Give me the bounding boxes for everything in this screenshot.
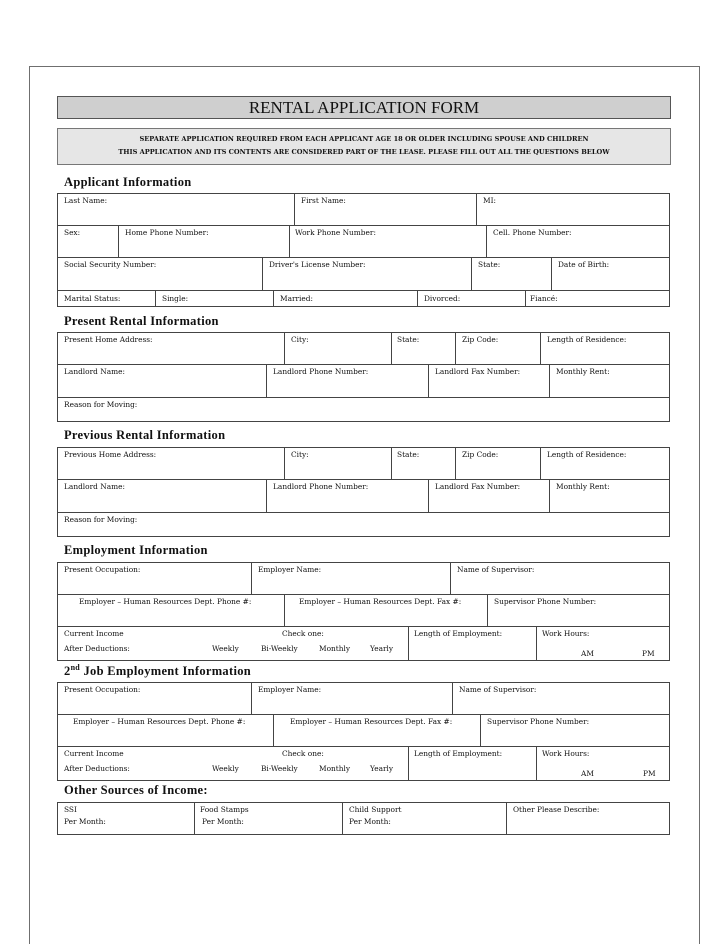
section-heading-other-income: Other Sources of Income: xyxy=(64,783,208,797)
second-occupation-field[interactable]: Present Occupation: xyxy=(64,685,141,694)
present-state-field[interactable]: State: xyxy=(391,333,456,364)
employment-row-hr xyxy=(58,594,669,626)
present-landlord-phone-field[interactable]: Landlord Phone Number: xyxy=(266,365,429,397)
first-name-field[interactable]: First Name: xyxy=(294,194,476,225)
other-income-field[interactable]: Other Please Describe: xyxy=(506,803,670,834)
other-income-row xyxy=(58,803,669,834)
second-biweekly-option[interactable]: Bi-Weekly xyxy=(261,764,298,773)
sex-field[interactable]: Sex: xyxy=(64,228,81,237)
second-job-table xyxy=(57,682,670,781)
present-city-field[interactable]: City: xyxy=(284,333,392,364)
previous-length-field[interactable]: Length of Residence: xyxy=(540,448,670,479)
dob-field[interactable]: Date of Birth: xyxy=(551,258,670,290)
previous-row-address xyxy=(58,448,669,479)
work-hours-field[interactable]: Work Hours: AM PM xyxy=(536,627,670,660)
occupation-field[interactable]: Present Occupation: xyxy=(64,565,141,574)
present-reason-field[interactable]: Reason for Moving: xyxy=(64,400,138,409)
employment-row-occupation xyxy=(58,563,669,594)
previous-city-field[interactable]: City: xyxy=(284,448,392,479)
section-heading-second-job: 2nd Job Employment Information xyxy=(64,663,252,679)
previous-state-field[interactable]: State: xyxy=(391,448,456,479)
present-row-address xyxy=(58,333,669,364)
second-employer-name-field[interactable]: Employer Name: xyxy=(251,683,453,714)
present-zip-field[interactable]: Zip Code: xyxy=(455,333,541,364)
employer-name-field[interactable]: Employer Name: xyxy=(251,563,451,594)
fiance-option[interactable]: Fiancé: xyxy=(525,291,670,306)
second-hr-fax-field[interactable]: Employer – Human Resources Dept. Fax #: xyxy=(273,715,481,746)
previous-row-landlord xyxy=(58,479,669,512)
monthly-option[interactable]: Monthly xyxy=(319,644,351,653)
notice-line-1: SEPARATE APPLICATION REQUIRED FROM EACH APPLICANT AGE 18 OR OLDER INCLUDING SPOUSE AND CHILDREN xyxy=(139,135,589,143)
present-landlord-fax-field[interactable]: Landlord Fax Number: xyxy=(428,365,550,397)
work-phone-field[interactable]: Work Phone Number: xyxy=(289,226,487,257)
present-rental-table xyxy=(57,332,670,422)
supervisor-name-field[interactable]: Name of Supervisor: xyxy=(450,563,670,594)
hr-fax-field[interactable]: Employer – Human Resources Dept. Fax #: xyxy=(284,595,488,626)
second-employment-length-field[interactable]: Length of Employment: xyxy=(408,747,537,780)
present-landlord-name-field[interactable]: Landlord Name: xyxy=(64,367,125,376)
previous-rent-field[interactable]: Monthly Rent: xyxy=(549,480,670,512)
section-heading-employment: Employment Information xyxy=(64,543,208,557)
second-pm-label: PM xyxy=(643,769,656,778)
divorced-option[interactable]: Divorced: xyxy=(417,291,526,306)
present-row-landlord xyxy=(58,364,669,397)
applicant-table xyxy=(57,193,670,307)
second-job-row-hr xyxy=(58,714,669,746)
check-one-label: Check one: xyxy=(282,629,324,638)
second-supervisor-phone-field[interactable]: Supervisor Phone Number: xyxy=(480,715,670,746)
previous-rental-table xyxy=(57,447,670,537)
child-support-field[interactable]: Child Support Per Month: xyxy=(342,803,507,834)
section-heading-present-rental: Present Rental Information xyxy=(64,314,219,328)
pm-label: PM xyxy=(642,649,655,658)
notice-box xyxy=(57,128,671,165)
state-field[interactable]: State: xyxy=(471,258,552,290)
present-length-field[interactable]: Length of Residence: xyxy=(540,333,670,364)
biweekly-option[interactable]: Bi-Weekly xyxy=(261,644,298,653)
am-label: AM xyxy=(581,649,594,658)
second-weekly-option[interactable]: Weekly xyxy=(212,764,239,773)
previous-address-field[interactable]: Previous Home Address: xyxy=(64,450,157,459)
second-work-hours-field[interactable]: Work Hours: AM PM xyxy=(536,747,670,780)
weekly-option[interactable]: Weekly xyxy=(212,644,239,653)
single-option[interactable]: Single: xyxy=(155,291,274,306)
present-row-reason xyxy=(58,397,669,421)
employment-row-income xyxy=(58,626,669,660)
second-supervisor-name-field[interactable]: Name of Supervisor: xyxy=(452,683,670,714)
drivers-license-field[interactable]: Driver's License Number: xyxy=(262,258,472,290)
other-income-table xyxy=(57,802,670,835)
present-rent-field[interactable]: Monthly Rent: xyxy=(549,365,670,397)
mi-field[interactable]: MI: xyxy=(476,194,670,225)
second-monthly-option[interactable]: Monthly xyxy=(319,764,351,773)
cell-phone-field[interactable]: Cell. Phone Number: xyxy=(486,226,670,257)
previous-row-reason xyxy=(58,512,669,536)
yearly-option[interactable]: Yearly xyxy=(370,644,394,653)
applicant-row-ids xyxy=(58,257,669,290)
home-phone-field[interactable]: Home Phone Number: xyxy=(118,226,290,257)
previous-landlord-fax-field[interactable]: Landlord Fax Number: xyxy=(428,480,550,512)
applicant-row-marital xyxy=(58,290,669,306)
previous-zip-field[interactable]: Zip Code: xyxy=(455,448,541,479)
section-heading-applicant: Applicant Information xyxy=(64,175,192,189)
second-job-row-income xyxy=(58,746,669,780)
applicant-row-phones xyxy=(58,225,669,257)
employment-length-field[interactable]: Length of Employment: xyxy=(408,627,537,660)
previous-landlord-phone-field[interactable]: Landlord Phone Number: xyxy=(266,480,429,512)
second-check-one-label: Check one: xyxy=(282,749,324,758)
previous-reason-field[interactable]: Reason for Moving: xyxy=(64,515,138,524)
supervisor-phone-field[interactable]: Supervisor Phone Number: xyxy=(487,595,670,626)
married-option[interactable]: Married: xyxy=(273,291,418,306)
last-name-field[interactable]: Last Name: xyxy=(64,196,108,205)
hr-phone-field[interactable]: Employer – Human Resources Dept. Phone #: xyxy=(79,597,252,606)
second-income-field[interactable]: Current Income After Deductions: Check one: Weekly Bi-Weekly Monthly Yearly xyxy=(64,749,394,773)
form-title: RENTAL APPLICATION FORM xyxy=(57,96,671,119)
second-am-label: AM xyxy=(581,769,594,778)
ssn-field[interactable]: Social Security Number: xyxy=(64,260,157,269)
food-stamps-field[interactable]: Food Stamps Per Month: xyxy=(194,803,343,834)
income-field[interactable]: Current Income After Deductions: Check one: Weekly Bi-Weekly Monthly Yearly xyxy=(64,629,394,653)
second-job-row-occupation xyxy=(58,683,669,714)
section-heading-previous-rental: Previous Rental Information xyxy=(64,428,226,442)
previous-landlord-name-field[interactable]: Landlord Name: xyxy=(64,482,125,491)
second-yearly-option[interactable]: Yearly xyxy=(370,764,394,773)
ssi-field[interactable]: SSI Per Month: xyxy=(64,805,106,826)
applicant-row-name xyxy=(58,194,669,225)
employment-table xyxy=(57,562,670,661)
marital-status-label: Marital Status: xyxy=(64,294,121,303)
notice-line-2: THIS APPLICATION AND ITS CONTENTS ARE CONSIDERED PART OF THE LEASE. PLEASE FILL OUT ALL THE QUESTIONS BELOW xyxy=(118,148,610,156)
present-address-field[interactable]: Present Home Address: xyxy=(64,335,153,344)
second-hr-phone-field[interactable]: Employer – Human Resources Dept. Phone #: xyxy=(73,717,246,726)
